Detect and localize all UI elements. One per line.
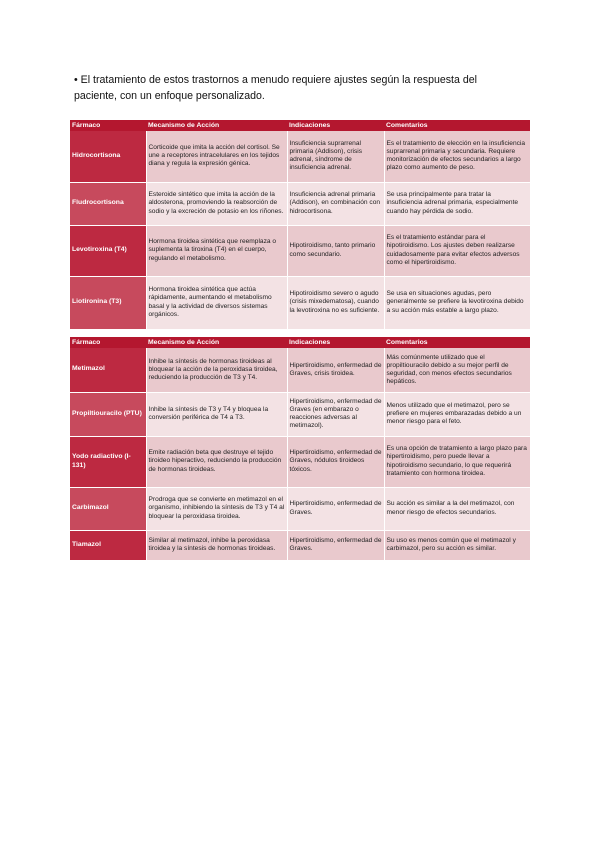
comments-cell: Menos utilizado que el metimazol, pero se prefiere en mujeres embarazadas debido a un menor riesgo para el feto. bbox=[384, 392, 530, 436]
indications-cell: Hipertiroidismo, enfermedad de Graves (en embarazo o reacciones adversas al metimazol). bbox=[287, 392, 384, 436]
drug-name: Tiamazol bbox=[70, 530, 146, 560]
drug-name: Levotiroxina (T4) bbox=[70, 225, 146, 276]
header-comentarios: Comentarios bbox=[384, 120, 530, 131]
table-row bbox=[70, 348, 530, 392]
mechanism-cell: Corticoide que imita la acción del cortisol. Se une a receptores intracelulares en los tejidos diana y regula la expresión génica. bbox=[146, 131, 287, 182]
comments-cell: Es el tratamiento de elección en la insuficiencia suprarrenal primaria y secundaria. Requiere monitorización de efectos secundarios a largo plazo como aumento de peso. bbox=[384, 131, 530, 182]
table-row bbox=[70, 182, 530, 225]
table-row bbox=[70, 392, 530, 436]
indications-cell: Hipertiroidismo, enfermedad de Graves, nódulos tiroideos tóxicos. bbox=[287, 436, 384, 487]
intro-paragraph: • El tratamiento de estos trastornos a menudo requiere ajustes según la respuesta del paciente, con un enfoque personalizado. bbox=[74, 74, 477, 102]
table-row bbox=[70, 276, 530, 329]
drug-name: Propiltiouracilo (PTU) bbox=[70, 392, 146, 436]
table-row bbox=[70, 225, 530, 276]
indications-cell: Hipertiroidismo, enfermedad de Graves. bbox=[287, 530, 384, 560]
table-row bbox=[70, 530, 530, 560]
table-row bbox=[70, 436, 530, 487]
comments-cell: Se usa principalmente para tratar la insuficiencia adrenal primaria, especialmente cuando hay pérdida de sodio. bbox=[384, 182, 530, 225]
table-header-row bbox=[70, 337, 530, 348]
drug-name: Yodo radiactivo (I-131) bbox=[70, 436, 146, 487]
corticoids-thyroid-hormones-table bbox=[70, 120, 530, 330]
header-indicaciones: Indicaciones bbox=[287, 120, 384, 131]
mechanism-cell: Similar al metimazol, inhibe la peroxidasa tiroidea y la síntesis de hormonas tiroideas. bbox=[146, 530, 287, 560]
mechanism-cell: Inhibe la síntesis de T3 y T4 y bloquea la conversión periférica de T4 a T3. bbox=[146, 392, 287, 436]
comments-cell: Es el tratamiento estándar para el hipotiroidismo. Los ajustes deben realizarse cuidadosamente para evitar efectos adversos como el hipertiroidismo. bbox=[384, 225, 530, 276]
header-farmaco: Fármaco bbox=[70, 337, 146, 348]
indications-cell: Hipertiroidismo, enfermedad de Graves. bbox=[287, 487, 384, 530]
mechanism-cell: Esteroide sintético que imita la acción de la aldosterona, promoviendo la reabsorción de sodio y la excreción de potasio en los riñones. bbox=[146, 182, 287, 225]
mechanism-cell: Inhibe la síntesis de hormonas tiroideas al bloquear la acción de la peroxidasa tiroidea, reduciendo la producción de T3 y T4. bbox=[146, 348, 287, 392]
header-comentarios: Comentarios bbox=[384, 337, 530, 348]
drug-name: Liotironina (T3) bbox=[70, 276, 146, 329]
comments-cell: Más comúnmente utilizado que el propiltiouracilo debido a su mejor perfil de seguridad, con menos efectos secundarios hepáticos. bbox=[384, 348, 530, 392]
mechanism-cell: Hormona tiroidea sintética que reemplaza o suplementa la tiroxina (T4) en el cuerpo, regulando el metabolismo. bbox=[146, 225, 287, 276]
comments-cell: Su acción es similar a la del metimazol, con menor riesgo de efectos secundarios. bbox=[384, 487, 530, 530]
indications-cell: Hipertiroidismo, enfermedad de Graves, crisis tiroidea. bbox=[287, 348, 384, 392]
drug-name: Hidrocortisona bbox=[70, 131, 146, 182]
indications-cell: Hipotiroidismo severo o agudo (crisis mixedematosa), cuando la levotiroxina no es suficiente. bbox=[287, 276, 384, 329]
indications-cell: Insuficiencia suprarrenal primaria (Addison), crisis adrenal, síndrome de insuficiencia adrenal. bbox=[287, 131, 384, 182]
drug-name: Carbimazol bbox=[70, 487, 146, 530]
mechanism-cell: Emite radiación beta que destruye el tejido tiroideo hiperactivo, reduciendo la producción de hormonas tiroideas. bbox=[146, 436, 287, 487]
header-mecanismo: Mecanismo de Acción bbox=[146, 120, 287, 131]
mechanism-cell: Prodroga que se convierte en metimazol en el organismo, inhibiendo la síntesis de T3 y T4 al bloquear la peroxidasa tiroidea. bbox=[146, 487, 287, 530]
drug-name: Fludrocortisona bbox=[70, 182, 146, 225]
comments-cell: Se usa en situaciones agudas, pero generalmente se prefiere la levotiroxina debido a su acción más estable a largo plazo. bbox=[384, 276, 530, 329]
comments-cell: Su uso es menos común que el metimazol y carbimazol, pero su acción es similar. bbox=[384, 530, 530, 560]
indications-cell: Hipotiroidismo, tanto primario como secundario. bbox=[287, 225, 384, 276]
antithyroid-drugs-table bbox=[70, 337, 530, 561]
table-row bbox=[70, 131, 530, 182]
table-header-row bbox=[70, 120, 530, 131]
header-farmaco: Fármaco bbox=[70, 120, 146, 131]
drug-name: Metimazol bbox=[70, 348, 146, 392]
header-mecanismo: Mecanismo de Acción bbox=[146, 337, 287, 348]
table-row bbox=[70, 487, 530, 530]
comments-cell: Es una opción de tratamiento a largo plazo para hipertiroidismo, pero puede llevar a hipotiroidismo secundario, lo que requerirá tratamiento con hormona tiroidea. bbox=[384, 436, 530, 487]
header-indicaciones: Indicaciones bbox=[287, 337, 384, 348]
mechanism-cell: Hormona tiroidea sintética que actúa rápidamente, aumentando el metabolismo basal y la actividad de diversos sistemas orgánicos. bbox=[146, 276, 287, 329]
indications-cell: Insuficiencia adrenal primaria (Addison), en combinación con hidrocortisona. bbox=[287, 182, 384, 225]
